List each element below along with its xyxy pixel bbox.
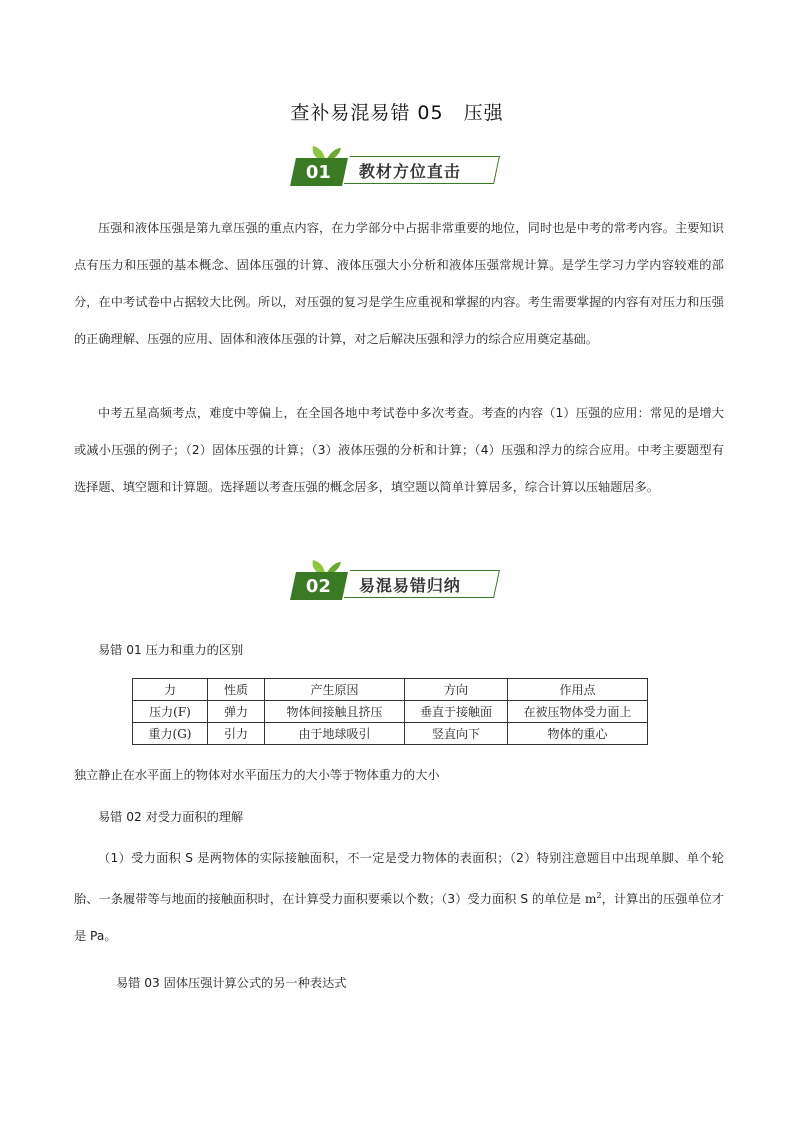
pressure-weight-note: 独立静止在水平面上的物体对水平面压力的大小等于物体重力的大小 [74,768,440,782]
section-label: 易混易错归纳 [344,570,500,598]
table-row [133,723,648,745]
error-01-title: 易错 01 压力和重力的区别 [98,643,244,657]
table-row [133,701,648,723]
table-cell: 物体的重心 [508,723,648,745]
error-03-title: 易错 03 固体压强计算公式的另一种表达式 [116,976,347,990]
page-title: 查补易混易错 05 压强 [290,102,504,124]
table-cell: 弹力 [208,701,265,723]
table-cell: 压力(F) [133,701,208,723]
force-comparison-table [132,678,648,745]
section-badge-02 [293,558,523,606]
section-label: 教材方位直击 [344,156,500,184]
table-cell: 由于地球吸引 [265,723,405,745]
table-cell: 物体间接触且挤压 [265,701,405,723]
table-header-cell: 力 [133,679,208,701]
table-header-cell: 方向 [405,679,508,701]
table-cell: 竖直向下 [405,723,508,745]
section-badge-01 [293,144,523,192]
table-cell: 引力 [208,723,265,745]
intro-paragraph-1: 压强和液体压强是第九章压强的重点内容，在力学部分中占据非常重要的地位，同时也是中考的常考内容。主要知识点有压力和压强的基本概念、固体压强的计算、液体压强大小分析和液体压强常规计算。是学生学习力学内容较难的部分，在中考试卷中占据较大比例。所以，对压强的复习是学生应重视和掌握的内容。考生需要掌握的内容有对压力和压强的正确理解、压强的应用、固体和液体压强的计算，对之后解决压强和浮力的综合应用奠定基础。 [74,221,724,346]
table-cell: 重力(G) [133,723,208,745]
section-number: 01 [290,158,348,186]
intro-paragraph-2: 中考五星高频考点，难度中等偏上，在全国各地中考试卷中多次考查。考查的内容（1）压强的应用：常见的是增大或减小压强的例子；（2）固体压强的计算；（3）液体压强的分析和计算；（4）压强和浮力的综合应用。中考主要题型有选择题、填空题和计算题。选择题以考查压强的概念居多，填空题以简单计算居多，综合计算以压轴题居多。 [74,406,724,494]
table-header-cell: 作用点 [508,679,648,701]
contact-area-paragraph: （1）受力面积 S 是两物体的实际接触面积，不一定是受力物体的表面积；（2）特别注意题目中出现单脚、单个轮胎、一条履带等与地面的接触面积时，在计算受力面积要乘以个数；（3）受力面积 S 的单位是 $m^2$，计算出的压强单位才是 Pa。 [74,851,724,944]
area-unit: $m^2$ [584,891,602,907]
table-header-row [133,679,648,701]
table-header-cell: 性质 [208,679,265,701]
table-header-cell: 产生原因 [265,679,405,701]
error-02-title: 易错 02 对受力面积的理解 [98,810,244,824]
table-cell: 在被压物体受力面上 [508,701,648,723]
section-number: 02 [290,572,348,600]
table-cell: 垂直于接触面 [405,701,508,723]
